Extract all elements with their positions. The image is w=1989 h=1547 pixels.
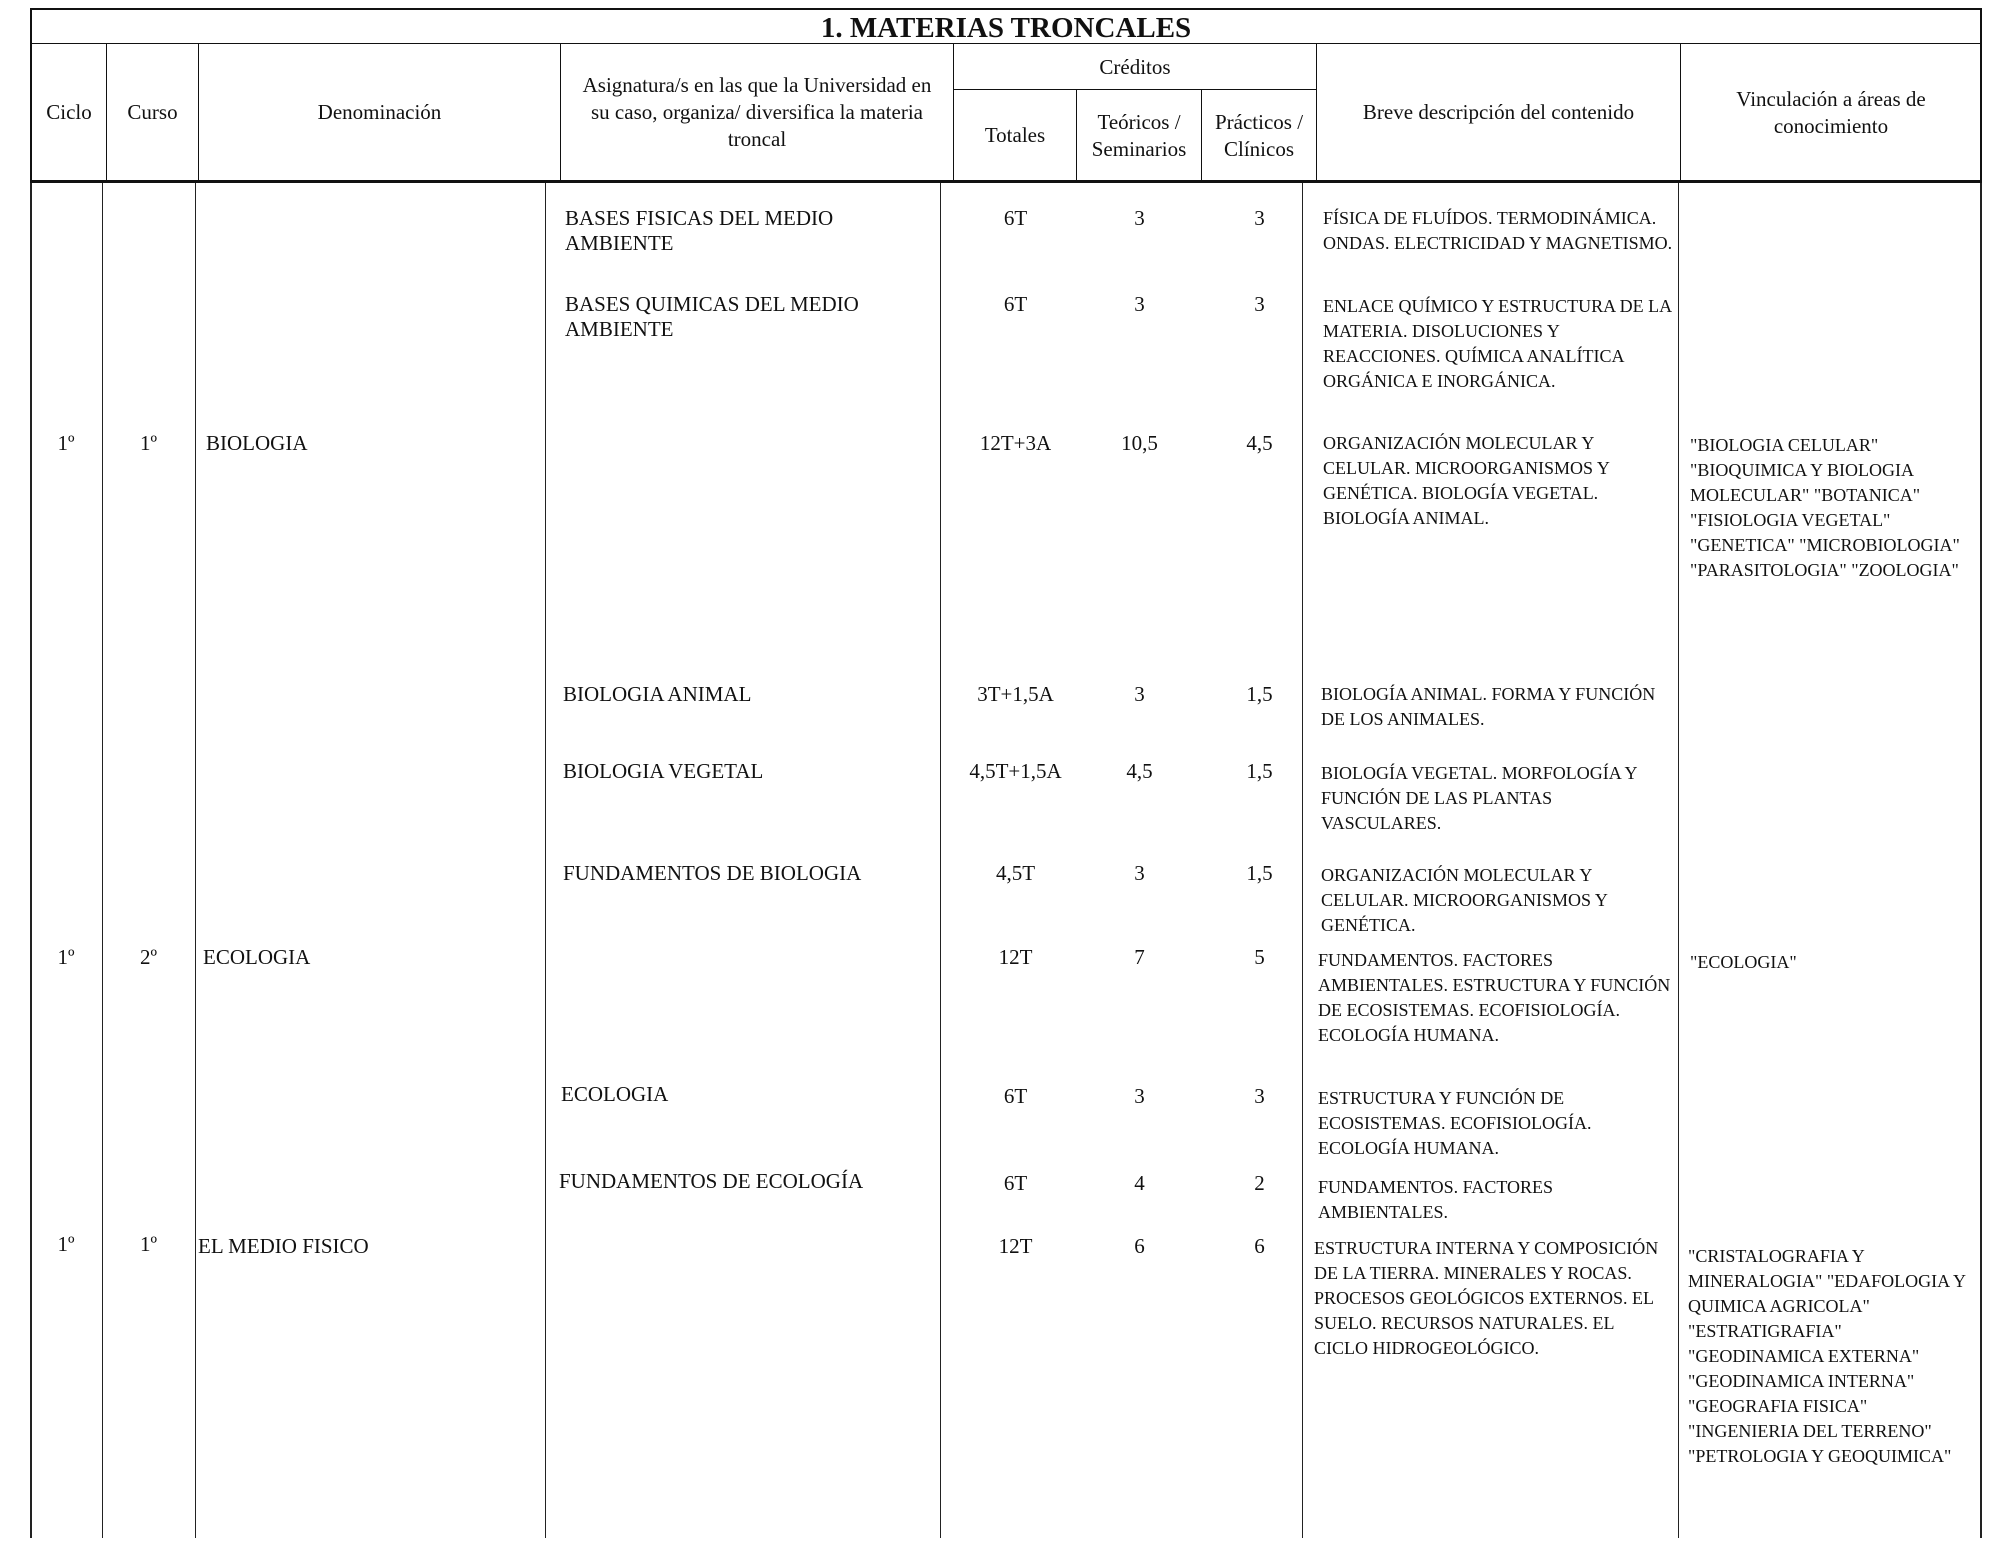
- table-cell-asignatura: BASES FISICAS DEL MEDIO AMBIENTE: [565, 206, 834, 255]
- header-vinculacion: Vinculación a áreas de conocimiento: [1681, 44, 1982, 181]
- table-cell-ciclo: 1º: [57, 945, 75, 969]
- table-cell-vinculacion: "CRISTALOGRAFIA Y MINERALOGIA" "EDAFOLOGIA Y QUIMICA AGRICOLA" "ESTRATIGRAFIA" "GEODINAMICA EXTERNA" "GEODINAMICA INTERNA" "GEOGRAFIA FISICA" "INGENIERIA DEL TERRENO" "PETROLOGIA Y GEOQUIMICA": [1688, 1246, 1966, 1466]
- table-cell-descripcion: FUNDAMENTOS. FACTORES AMBIENTALES. ESTRUCTURA Y FUNCIÓN DE ECOSISTEMAS. ECOFISIOLOGÍA. ECOLOGÍA HUMANA.: [1318, 950, 1671, 1045]
- table-cell-ciclo: 1º: [57, 1232, 75, 1256]
- table-cell-denominacion: EL MEDIO FISICO: [198, 1234, 369, 1258]
- table-cell-denominacion: BIOLOGIA: [206, 431, 308, 455]
- table-cell-practicos: 5: [1254, 945, 1265, 969]
- table-cell-descripcion: ORGANIZACIÓN MOLECULAR Y CELULAR. MICROORGANISMOS Y GENÉTICA.: [1321, 865, 1608, 935]
- table-cell-totales: 12T: [998, 1234, 1033, 1258]
- column-rule: [940, 183, 941, 1538]
- table-cell-teoricos: 3: [1134, 682, 1145, 706]
- table-cell-teoricos: 4,5: [1126, 759, 1153, 783]
- header-bottom-rule: [30, 180, 1982, 183]
- table-cell-curso: 1º: [139, 431, 157, 455]
- column-rule: [1678, 183, 1679, 1538]
- table-cell-totales: 12T: [998, 945, 1033, 969]
- header-asignatura: Asignatura/s en las que la Universidad en su caso, organiza/ diversifica la materia troncal: [561, 44, 954, 181]
- table-cell-practicos: 6: [1254, 1234, 1265, 1258]
- table-cell-teoricos: 3: [1134, 292, 1145, 316]
- table-cell-vinculacion: "BIOLOGIA CELULAR" "BIOQUIMICA Y BIOLOGIA MOLECULAR" "BOTANICA" "FISIOLOGIA VEGETAL" "GENETICA" "MICROBIOLOGIA" "PARASITOLOGIA" "ZOOLOGIA": [1690, 435, 1960, 580]
- header-curso: Curso: [107, 44, 199, 181]
- table-cell-asignatura: BASES QUIMICAS DEL MEDIO AMBIENTE: [565, 292, 859, 341]
- table-cell-teoricos: 3: [1134, 1084, 1145, 1108]
- table-cell-totales: 4,5T: [995, 861, 1036, 885]
- table-cell-totales: 6T: [1003, 1171, 1028, 1195]
- table-cell-teoricos: 4: [1134, 1171, 1145, 1195]
- header-creditos: Créditos: [954, 44, 1317, 90]
- table-cell-practicos: 1,5: [1246, 861, 1273, 885]
- document-page: [30, 8, 1984, 1538]
- table-cell-ciclo: 1º: [57, 431, 75, 455]
- column-rule: [195, 183, 196, 1538]
- table-cell-practicos: 4,5: [1246, 431, 1273, 455]
- header-ciclo: Ciclo: [30, 44, 107, 181]
- header-totales: Totales: [954, 90, 1077, 181]
- header-denominacion: Denominación: [199, 44, 561, 181]
- table-cell-descripcion: FUNDAMENTOS. FACTORES AMBIENTALES.: [1318, 1177, 1554, 1222]
- table-cell-descripcion: FÍSICA DE FLUÍDOS. TERMODINÁMICA. ONDAS. ELECTRICIDAD Y MAGNETISMO.: [1323, 208, 1673, 253]
- table-cell-totales: 6T: [1003, 292, 1028, 316]
- table-cell-descripcion: BIOLOGÍA ANIMAL. FORMA Y FUNCIÓN DE LOS ANIMALES.: [1321, 684, 1656, 729]
- table-cell-curso: 1º: [139, 1232, 157, 1256]
- header-practicos: Prácticos / Clínicos: [1202, 90, 1317, 181]
- table-cell-teoricos: 6: [1134, 1234, 1145, 1258]
- table-cell-asignatura: BIOLOGIA ANIMAL: [563, 682, 752, 706]
- table-cell-practicos: 3: [1254, 206, 1265, 230]
- table-cell-practicos: 2: [1254, 1171, 1265, 1195]
- column-rule: [1980, 183, 1982, 1538]
- table-cell-descripcion: ESTRUCTURA INTERNA Y COMPOSICIÓN DE LA TIERRA. MINERALES Y ROCAS. PROCESOS GEOLÓGICOS EXTERNOS. EL SUELO. RECURSOS NATURALES. EL CICLO HIDROGEOLÓGICO.: [1314, 1238, 1659, 1358]
- table-cell-asignatura: FUNDAMENTOS DE BIOLOGIA: [563, 861, 862, 885]
- table-cell-teoricos: 10,5: [1121, 431, 1158, 455]
- table-cell-totales: 6T: [1003, 1084, 1028, 1108]
- table-cell-practicos: 3: [1254, 1084, 1265, 1108]
- table-cell-totales: 3T+1,5A: [977, 682, 1054, 706]
- table-cell-descripcion: ENLACE QUÍMICO Y ESTRUCTURA DE LA MATERIA. DISOLUCIONES Y REACCIONES. QUÍMICA ANALÍTICA ORGÁNICA E INORGÁNICA.: [1323, 296, 1672, 391]
- table-cell-vinculacion: "ECOLOGIA": [1690, 952, 1797, 972]
- table-cell-asignatura: BIOLOGIA VEGETAL: [563, 759, 764, 783]
- table-cell-practicos: 1,5: [1246, 759, 1273, 783]
- table-cell-asignatura: FUNDAMENTOS DE ECOLOGÍA: [559, 1169, 864, 1193]
- column-rule: [545, 183, 546, 1538]
- table-cell-totales: 6T: [1003, 206, 1028, 230]
- table-cell-descripcion: BIOLOGÍA VEGETAL. MORFOLOGÍA Y FUNCIÓN DE LAS PLANTAS VASCULARES.: [1321, 763, 1637, 833]
- header-teoricos: Teóricos / Seminarios: [1077, 90, 1202, 181]
- table-cell-practicos: 3: [1254, 292, 1265, 316]
- table-cell-curso: 2º: [139, 945, 157, 969]
- table-cell-teoricos: 3: [1134, 206, 1145, 230]
- table-title: 1. MATERIAS TRONCALES: [30, 8, 1982, 44]
- table-cell-teoricos: 7: [1134, 945, 1145, 969]
- table-cell-denominacion: ECOLOGIA: [203, 945, 311, 969]
- header-descripcion: Breve descripción del contenido: [1317, 44, 1681, 181]
- table-cell-descripcion: ORGANIZACIÓN MOLECULAR Y CELULAR. MICROORGANISMOS Y GENÉTICA. BIOLOGÍA VEGETAL. BIOLOGÍA ANIMAL.: [1323, 433, 1610, 528]
- table-cell-asignatura: ECOLOGIA: [561, 1082, 669, 1106]
- table-cell-descripcion: ESTRUCTURA Y FUNCIÓN DE ECOSISTEMAS. ECOFISIOLOGÍA. ECOLOGÍA HUMANA.: [1318, 1088, 1592, 1158]
- table-cell-teoricos: 3: [1134, 861, 1145, 885]
- table-cell-totales: 4,5T+1,5A: [969, 759, 1062, 783]
- column-rule: [30, 183, 32, 1538]
- column-rule: [102, 183, 103, 1538]
- table-cell-totales: 12T+3A: [979, 431, 1052, 455]
- table-cell-practicos: 1,5: [1246, 682, 1273, 706]
